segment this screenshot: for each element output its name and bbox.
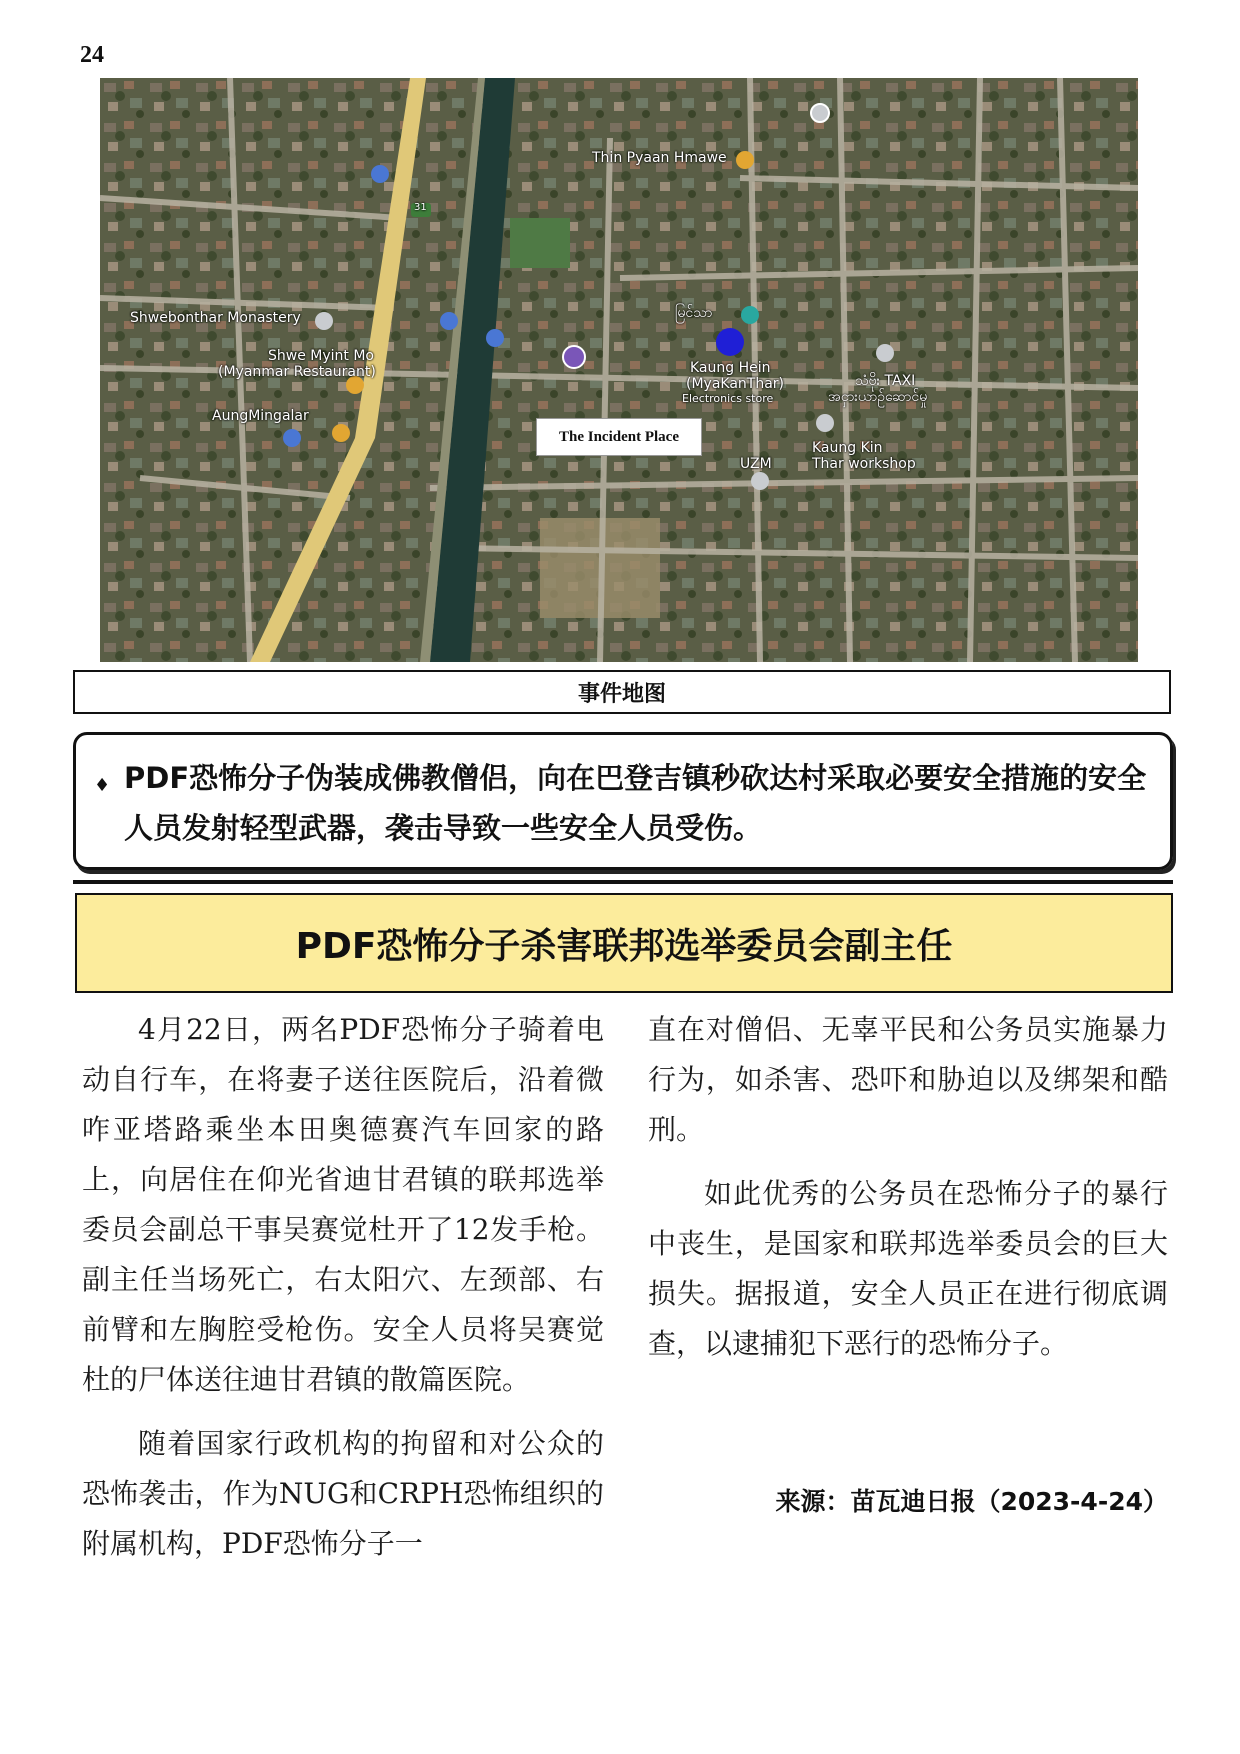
article-paragraph: 如此优秀的公务员在恐怖分子的暴行中丧生，是国家和联邦选举委员会的巨大损失。据报道，安全人员正在进行彻底调查，以逮捕犯下恶行的恐怖分子。 [648,1177,1168,1360]
map-label: (Myanmar Restaurant) [218,364,376,380]
map-caption: 事件地图 [73,670,1171,714]
page-number: 24 [80,42,104,68]
diamond-bullet-icon: ♦ [94,775,111,796]
summary-bullet-text: PDF恐怖分子伪装成佛教僧侣，向在巴登吉镇秒砍达村采取必要安全措施的安全人员发射轻型武器，袭击导致一些安全人员受伤。 [124,761,1147,845]
map-label: Shwebonthar Monastery [130,310,301,326]
map-label: AungMingalar [212,408,309,424]
map-label: Thar workshop [812,456,916,472]
map-label: Electronics store [682,392,774,405]
highway-number: 31 [414,202,427,213]
map-label: Kaung Kin [812,440,883,456]
summary-bullet-box [73,732,1173,870]
article-paragraph: 直在对僧侣、无辜平民和公务员实施暴力行为，如杀害、恐吓和胁迫以及绑架和酷刑。 [648,1013,1168,1146]
map-label: မြင်သာ [675,305,713,321]
map-label: (MyaKanThar) [686,376,785,392]
article-column-left [82,1005,604,1583]
article-paragraph: 4月22日，两名PDF恐怖分子骑着电动自行车，在将妻子送往医院后，沿着微咋亚塔路乘坐本田奥德赛汽车回家的路上，向居住在仰光省迪甘君镇的联邦选举委员会副总干事吴赛觉杜开了12发手枪。副主任当场死亡，右太阳穴、左颈部、右前臂和左胸腔受枪伤。安全人员将吴赛觉杜的尸体送往迪甘君镇的散篇医院。 [82,1013,604,1396]
article-source: 来源：苗瓦迪日报（2023-4-24） [775,1487,1168,1516]
article-paragraph: 随着国家行政机构的拘留和对公众的恐怖袭击，作为NUG和CRPH恐怖组织的附属机构，PDF恐怖分子一 [82,1427,604,1560]
map-label: Shwe Myint Mo [268,348,374,364]
map-label: UZM [740,456,772,472]
divider [73,880,1173,884]
map-label: သံဗိုး TAXI [855,373,916,389]
article-headline: PDF恐怖分子杀害联邦选举委员会副主任 [75,893,1173,993]
incident-place-label: The Incident Place [536,418,702,456]
map-label: Kaung Hein [690,360,771,376]
incident-map [100,78,1138,662]
map-label: အငှားယာဉ်ဆောင်မှု [828,389,928,405]
article-column-right [648,1005,1168,1383]
map-label: Thin Pyaan Hmawe [592,150,727,166]
